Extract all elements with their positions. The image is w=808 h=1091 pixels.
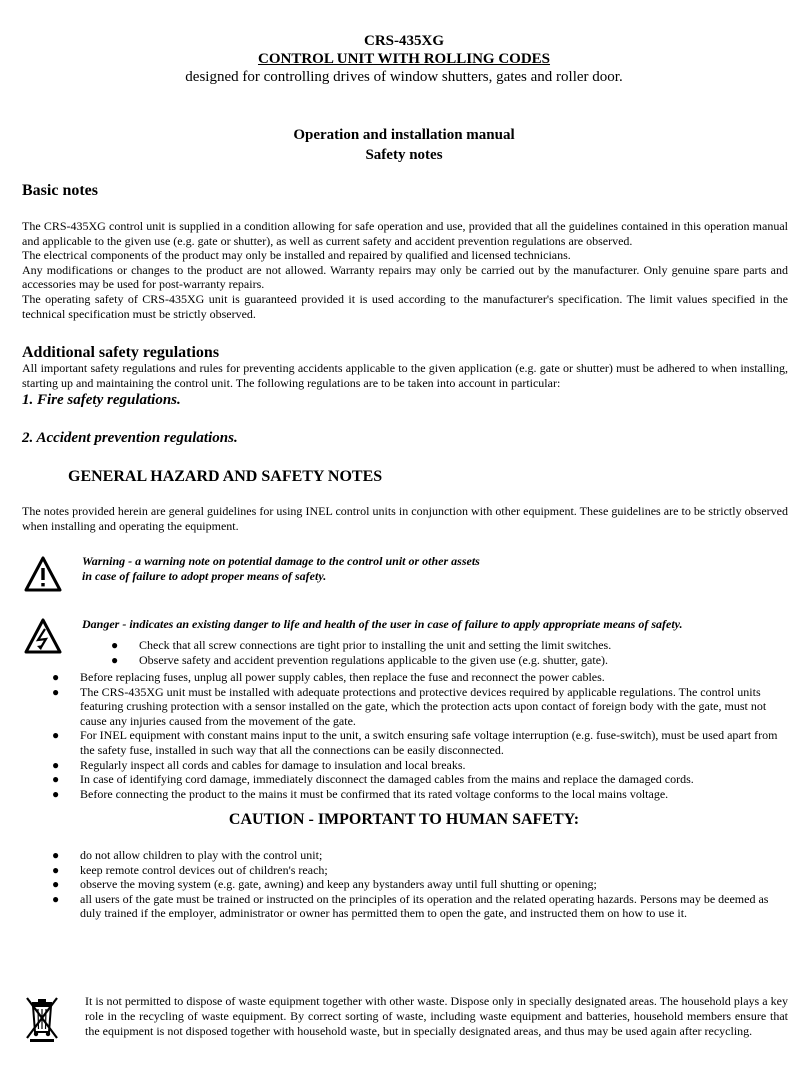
basic-p3: Any modifications or changes to the product are not allowed. Warranty repairs may only be carried out by the manufacturer. Only genuine spare parts and accessories may be used for post-warranty repairs.	[22, 262, 788, 292]
additional-safety-text: All important safety regulations and rules for preventing accidents applicable to the given application (e.g. gate or shutter) must be adhered to when installing, starting up and maintaining the control unit. The following regulations are to be taken into account in particular:	[22, 361, 788, 390]
caution-bullet-list	[52, 848, 788, 921]
list-item: ● Before replacing fuses, unplug all power supply cables, then replace the fuse and reconnect the power cables.	[52, 670, 605, 684]
general-hazard-heading: GENERAL HAZARD AND SAFETY NOTES	[68, 468, 383, 485]
fire-safety-item: 1. Fire safety regulations.	[22, 392, 181, 408]
weee-disposal-note: It is not permitted to dispose of waste equipment together with other waste. Dispose only in specially designated areas. The household plays a key role in the recycling of waste equipment. By correct sorting of waste, including waste equipment and batteries, household members ensure that the equipment is not disposed together with household waste, but in specially designated areas, and thus may be used again after recycling.	[85, 994, 788, 1038]
warning-line-2: in case of failure to adopt proper means of safety.	[82, 569, 327, 583]
high-voltage-icon	[24, 618, 62, 654]
product-subtitle: designed for controlling drives of window shutters, gates and roller door.	[185, 69, 623, 85]
list-item: ● do not allow children to play with the control unit;	[52, 848, 323, 862]
basic-notes-body	[22, 219, 788, 321]
list-item: ● Before connecting the product to the mains it must be confirmed that its rated voltage conforms to the local mains voltage.	[52, 786, 669, 801]
crossed-out-bin-icon	[22, 994, 62, 1042]
list-item: ● Check that all screw connections are tight prior to installing the unit and setting the limit switches.	[111, 638, 612, 652]
list-item: ● The CRS-435XG unit must be installed with adequate protections and protective devices required by applicable regulations. The control units featuring crushing protection with a sensor installed on the gate, which the protection acts upon contact of foreign body with the gate, must not cause any injuries caused from the movement of the gate.	[52, 684, 767, 728]
additional-safety-heading: Additional safety regulations	[22, 344, 220, 361]
product-title: CONTROL UNIT WITH ROLLING CODES	[257, 51, 551, 67]
accident-prevention-item: 2. Accident prevention regulations.	[22, 430, 238, 446]
general-hazard-text: The notes provided herein are general guidelines for using INEL control units in conjunction with other equipment. These guidelines are to be strictly observed when installing and operating the equipment.	[22, 504, 788, 533]
list-item: ● keep remote control devices out of children's reach;	[52, 862, 328, 877]
list-item: ● For INEL equipment with constant mains input to the unit, a switch ensuring safe voltage interruption (e.g. fuse-switch), must be used apart from the safety fuse, installed in such way that all the connections can be easily disconnected.	[52, 728, 778, 757]
warning-triangle-icon	[24, 556, 62, 592]
danger-note: Danger - indicates an existing danger to life and health of the user in case of failure to apply appropriate means of safety.	[82, 617, 683, 631]
basic-p4: The operating safety of CRS-435XG unit is guaranteed provided it is used according to the manufacturer's specification. The limit values specified in the technical specification must be strictly observed.	[22, 291, 788, 321]
warning-line-1: Warning - a warning note on potential damage to the control unit or other assets	[82, 554, 480, 568]
list-item: ● In case of identifying cord damage, immediately disconnect the damaged cables from the mains and replace the damaged cords.	[52, 772, 694, 787]
warning-note	[82, 554, 480, 584]
manual-title: Operation and installation manual	[293, 127, 515, 143]
safety-title: Safety notes	[365, 147, 443, 163]
list-item: ● Observe safety and accident prevention regulations applicable to the given use (e.g. shutter, gate).	[111, 652, 609, 667]
list-item: ● Regularly inspect all cords and cables for damage to insulation and local breaks.	[52, 757, 466, 772]
caution-heading: CAUTION - IMPORTANT TO HUMAN SAFETY:	[228, 811, 580, 828]
basic-p1: The CRS-435XG control unit is supplied in a condition allowing for safe operation and use, provided that all the guidelines contained in this operation manual and applicable to the given use (e.g. gate or shutter), as well as current safety and accident prevention regulations are observed.	[22, 219, 788, 248]
model-title: CRS-435XG	[363, 33, 444, 49]
safety-bullet-list	[52, 670, 788, 801]
inner-bullet-list	[111, 638, 789, 667]
basic-notes-heading: Basic notes	[22, 182, 98, 199]
basic-p2: The electrical components of the product may only be installed and repaired by qualified and licensed technicians.	[22, 248, 571, 263]
list-item: ● all users of the gate must be trained or instructed on the principles of its operation and the related operating hazards. Persons may be deemed as duly trained if the employer, administrator or owner has permitted them to open the gate, and instructed them on how to use it.	[52, 891, 769, 921]
list-item: ● observe the moving system (e.g. gate, awning) and keep any bystanders away until full shutting or opening;	[52, 877, 597, 892]
